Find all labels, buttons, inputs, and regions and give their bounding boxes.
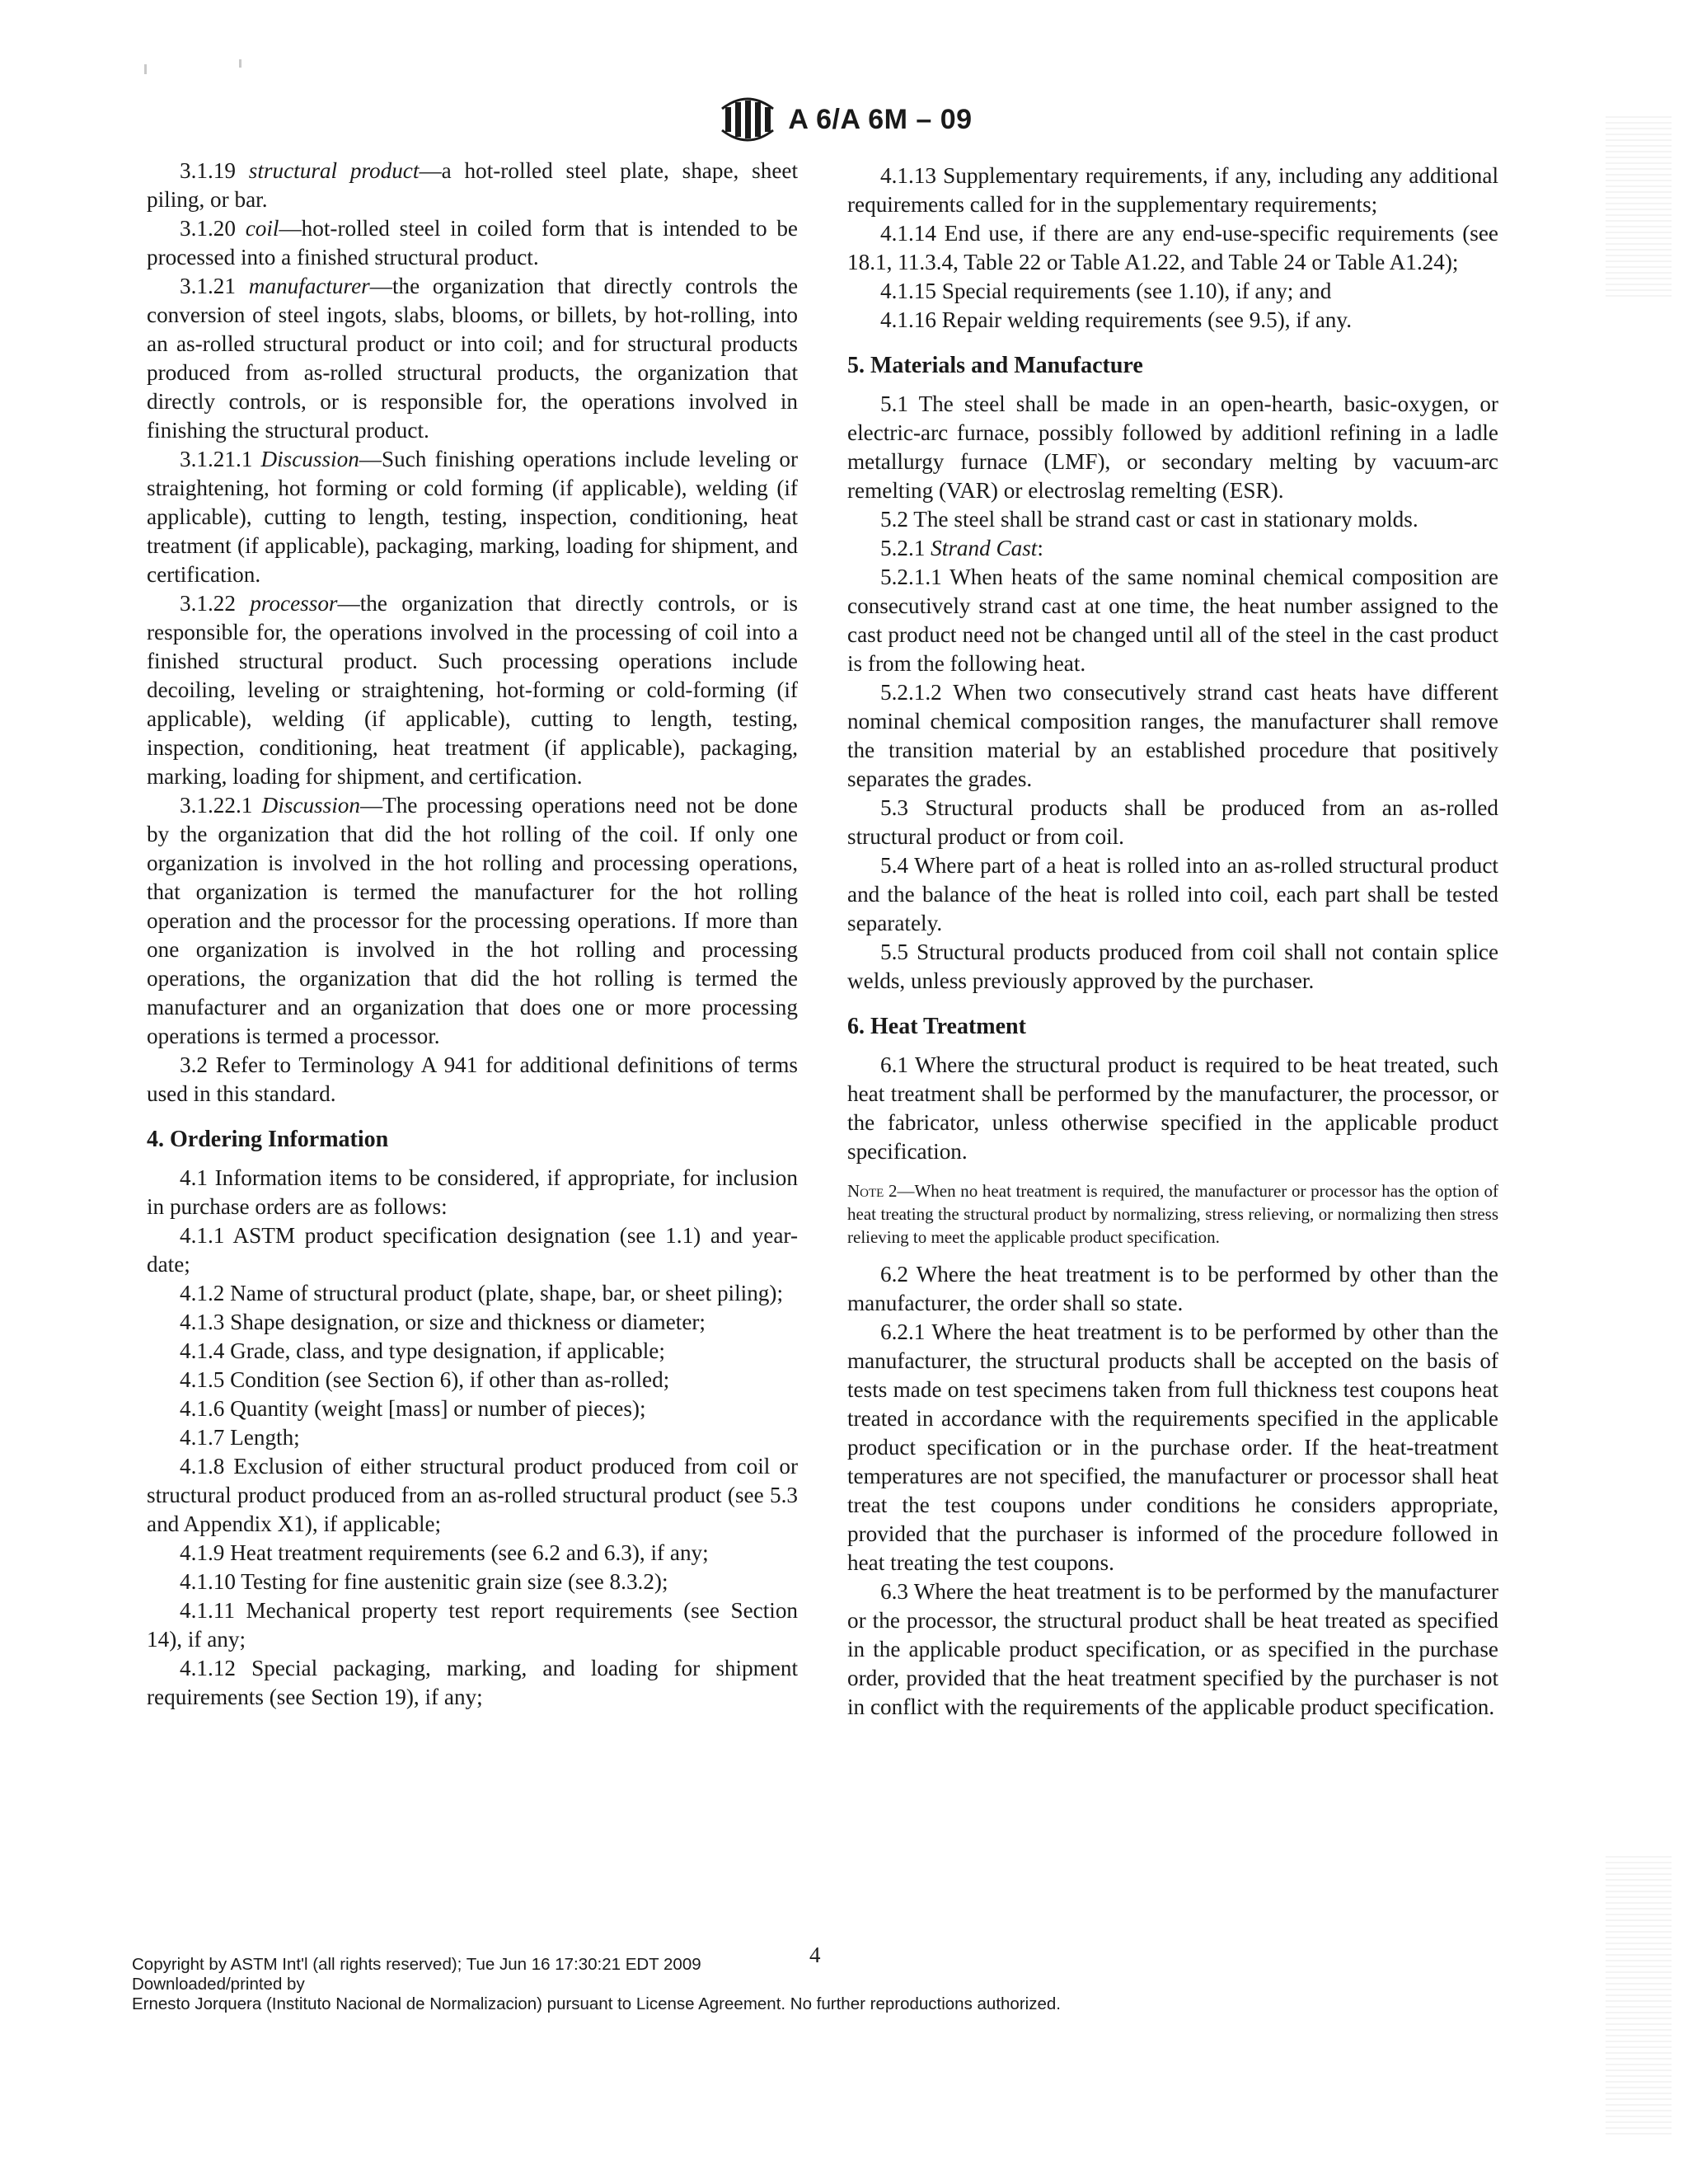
paragraph [147, 791, 798, 1051]
section-number: 4.1.15 [880, 279, 936, 303]
section-number: 4.1.11 [180, 1598, 235, 1623]
paragraph [847, 1051, 1498, 1166]
paragraph [147, 1654, 798, 1712]
section-number: 5.2.1.1 [880, 565, 942, 589]
paragraph [847, 219, 1498, 277]
paragraph [147, 214, 798, 272]
copyright-footer [132, 1955, 1368, 2014]
scan-edge-noise [1606, 1854, 1672, 2135]
paragraph-text: Special packaging, marking, and loading for shipment requirements (see Section 19), if any; [147, 1656, 799, 1709]
note [847, 1179, 1498, 1249]
page-header [0, 92, 1688, 147]
paragraph-text: The steel shall be made in an open-hearth, basic-oxygen, or electric-arc furnace, possibly followed by additionl refining in a ladle metallurgy furnace (LMF), or secondary melting by vacuum-arc remelting (VAR) or electroslag remelting (ESR). [847, 391, 1498, 503]
left-column [147, 157, 798, 1712]
paragraph-text: Information items to be considered, if appropriate, for inclusion in purchase orders are as follows: [147, 1165, 798, 1219]
page-number: 4 [809, 1943, 821, 1967]
paragraph [847, 678, 1498, 794]
paragraph-text: Heat treatment requirements (see 6.2 and 6.3), if any; [230, 1540, 709, 1565]
paragraph-text: —the organization that directly controls, or is responsible for, the operations involved in the processing of coil into a finished structural product. Such processing operations include decoiling, leveling or straightening, hot-forming or cold-forming (if applicable), welding (if applicable), cutting to length, testing, inspection, conditioning, heat treatment (if applicable), packaging, marking, loading for shipment, and certification. [147, 591, 798, 789]
defined-term: manufacturer [248, 274, 370, 298]
section-number: 6.2 [880, 1262, 908, 1286]
section-number: 4.1.8 [180, 1454, 225, 1479]
defined-term: processor [250, 591, 338, 616]
paragraph [147, 1279, 798, 1308]
note-label: Note 2 [847, 1181, 898, 1201]
defined-term: structural product [248, 158, 420, 183]
section-number: 5.2.1 [880, 536, 926, 560]
section-number: 3.1.21 [180, 274, 236, 298]
paragraph [147, 272, 798, 445]
paragraph [847, 851, 1498, 938]
section-number: 5.3 [880, 795, 908, 820]
paragraph-text: When heats of the same nominal chemical composition are consecutively strand cast at one time, the heat number assigned to the cast product need not be changed until all of the steel in the cast product is from the following heat. [847, 565, 1498, 676]
paragraph [847, 534, 1498, 563]
section-number: 5.5 [880, 940, 908, 964]
note-text: —When no heat treatment is required, the manufacturer or processor has the option of heat treating the structural product by normalizing, stress relieving, or normalizing then stress relieving to meet the applicable product specification. [847, 1181, 1498, 1247]
paragraph [147, 1221, 798, 1279]
paragraph-text: Quantity (weight [mass] or number of pieces); [230, 1396, 646, 1421]
paragraph-text: —Such finishing operations include leveling or straightening, hot forming or cold forming (if applicable), welding (if applicable), cutting to length, testing, inspection, conditioning, heat treatment (if applicable), packaging, marking, loading for shipment, and certification. [147, 447, 798, 587]
paragraph [147, 1366, 798, 1394]
paragraph [847, 563, 1498, 678]
paragraph-text: Where the structural product is required to be heat treated, such heat treatment shall be performed by the manufacturer, the processor, or the fabricator, unless otherwise specified in the applicable product specification. [847, 1052, 1498, 1164]
paragraph-text: —The processing operations need not be done by the organization that did the hot rolling of the coil. If only one organization is involved in the hot rolling and processing operations, that organization is termed the manufacturer for the hot rolling operation and the processor for the processing operations. If more than one organization is involved in the hot rolling and processing operations, the organization that did the hot rolling is termed the manufacturer and an organization that does one or more processing operations is termed a processor. [147, 793, 798, 1048]
paragraph-text: —a hot-rolled steel plate, shape, sheet piling, or bar. [147, 158, 799, 212]
paragraph-text: Exclusion of either structural product produced from coil or structural product produced from an as-rolled structural product (see 5.3 and Appendix X1), if applicable; [147, 1454, 798, 1536]
paragraph [147, 1539, 798, 1568]
footer-line-copyright: Copyright by ASTM Int'l (all rights reserved); Tue Jun 16 17:30:21 EDT 2009 [132, 1955, 701, 1974]
paragraph [147, 1423, 798, 1452]
paragraph [847, 938, 1498, 996]
section-number: 6.1 [880, 1052, 908, 1077]
paragraph [147, 1452, 798, 1539]
section-number: 3.1.22.1 [180, 793, 253, 818]
section-heading: 6. Heat Treatment [847, 1014, 1026, 1039]
section-number: 5.2.1.2 [880, 680, 942, 705]
section-number: 4.1.10 [180, 1569, 236, 1594]
paragraph-text: Where the heat treatment is to be performed by other than the manufacturer, the structural products shall be accepted on the basis of tests made on test specimens taken from full thickness test coupons heat treated in accordance with the requirements specified in the applicable product specification or in the purchase order. If the heat-treatment temperatures are not specified, the manufacturer or processor shall heat treat the test coupons under conditions he considers appropriate, provided that the purchaser is informed of the procedure followed in heat treating the test coupons. [847, 1319, 1498, 1575]
paragraph [847, 306, 1498, 335]
section-heading: 5. Materials and Manufacture [847, 353, 1143, 378]
section-number: 4.1 [180, 1165, 208, 1190]
footer-line-downloaded: Downloaded/printed by [132, 1975, 305, 1994]
section-number: 6.2.1 [880, 1319, 926, 1344]
footer-line-license: Ernesto Jorquera (Instituto Nacional de Normalizacion) pursuant to License Agreement. No further reproductions authorized. [132, 1994, 1061, 2013]
paragraph-text: When two consecutively strand cast heats have different nominal chemical composition ranges, the manufacturer shall remove the transition material by an established procedure that positively separates the grades. [847, 680, 1498, 791]
paragraph-text: : [1037, 536, 1043, 560]
paragraph-text: Structural products shall be produced from an as-rolled structural product or from coil. [847, 795, 1498, 849]
paragraph-text: Grade, class, and type designation, if applicable; [230, 1338, 665, 1363]
paragraph [847, 794, 1498, 851]
paragraph [847, 390, 1498, 505]
paragraph [147, 589, 798, 791]
section-number: 4.1.16 [880, 307, 936, 332]
paragraph-text: Repair welding requirements (see 9.5), if any. [941, 307, 1353, 332]
paragraph-text: Name of structural product (plate, shape, bar, or sheet piling); [230, 1281, 783, 1305]
paragraph [147, 445, 798, 589]
right-column [847, 162, 1498, 1722]
defined-term: Strand Cast [931, 536, 1038, 560]
section-number: 4.1.3 [180, 1310, 225, 1334]
paragraph-text: —the organization that directly controls the conversion of steel ingots, slabs, blooms, or billets, by hot-rolling, into an as-rolled structural product or into coil; and for structural products produced from as-rolled structural products, the organization that directly controls, or is responsible for, the operations involved in finishing the structural product. [147, 274, 799, 443]
paragraph-text: The steel shall be strand cast or cast in stationary molds. [913, 507, 1418, 532]
section-number: 3.2 [180, 1052, 208, 1077]
paragraph [847, 162, 1498, 219]
paragraph [147, 1308, 798, 1337]
section-number: 3.1.22 [180, 591, 236, 616]
scan-speck [239, 59, 241, 68]
paragraph-text: Structural products produced from coil shall not contain splice welds, unless previously approved by the purchaser. [847, 940, 1499, 993]
paragraph-text: Supplementary requirements, if any, including any additional requirements called for in the supplementary requirements; [847, 163, 1499, 217]
section-number: 4.1.14 [880, 221, 936, 246]
section-number: 4.1.6 [180, 1396, 225, 1421]
paragraph-text: Length; [230, 1425, 300, 1450]
paragraph [847, 1577, 1498, 1722]
paragraph [847, 505, 1498, 534]
paragraph [147, 1164, 798, 1221]
section-number: 4.1.4 [180, 1338, 225, 1363]
paragraph-text: Condition (see Section 6), if other than as-rolled; [230, 1367, 670, 1392]
paragraph [147, 1051, 798, 1108]
astm-logo-icon [715, 92, 780, 147]
paragraph [147, 1394, 798, 1423]
paragraph-text: End use, if there are any end-use-specific requirements (see 18.1, 11.3.4, Table 22 or Table A1.22, and Table 24 or Table A1.24); [847, 221, 1498, 274]
section-number: 5.4 [880, 853, 908, 878]
paragraph [147, 1596, 798, 1654]
paragraph-text: Refer to Terminology A 941 for additional definitions of terms used in this standard. [147, 1052, 799, 1106]
paragraph [847, 1318, 1498, 1577]
section-number: 3.1.20 [180, 216, 236, 241]
scan-speck [144, 64, 147, 74]
section-number: 4.1.1 [180, 1223, 225, 1248]
defined-term: Discussion [260, 447, 359, 471]
section-number: 4.1.2 [180, 1281, 225, 1305]
paragraph-text: Mechanical property test report requirements (see Section 14), if any; [147, 1598, 799, 1652]
section-number: 5.1 [880, 391, 908, 416]
section-number: 3.1.19 [180, 158, 236, 183]
section-number: 3.1.21.1 [180, 447, 253, 471]
paragraph-text: Where the heat treatment is to be performed by other than the manufacturer, the order shall so state. [847, 1262, 1498, 1315]
paragraph-text: Where the heat treatment is to be performed by the manufacturer or the processor, the structural product shall be heat treated as specified in the applicable product specification, or as specified in the purchase order, provided that the heat treatment specified by the purchaser is not in conflict with the requirements of the applicable product specification. [847, 1579, 1498, 1719]
section-heading: 4. Ordering Information [147, 1127, 389, 1152]
paragraph [147, 157, 798, 214]
section-number: 4.1.13 [880, 163, 936, 188]
scan-edge-noise [1606, 115, 1672, 297]
paragraph-text: —hot-rolled steel in coiled form that is intended to be processed into a finished structural product. [147, 216, 798, 269]
paragraph-text: Where part of a heat is rolled into an as-rolled structural product and the balance of the heat is rolled into coil, each part shall be tested separately. [847, 853, 1498, 935]
paragraph [847, 1260, 1498, 1318]
paragraph [147, 1337, 798, 1366]
paragraph-text: ASTM product specification designation (see 1.1) and year-date; [147, 1223, 798, 1277]
paragraph-text: Testing for fine austenitic grain size (see 8.3.2); [241, 1569, 668, 1594]
standard-designation: A 6/A 6M – 09 [788, 103, 973, 135]
section-number: 6.3 [880, 1579, 908, 1604]
defined-term: Discussion [261, 793, 360, 818]
paragraph [147, 1568, 798, 1596]
paragraph [847, 277, 1498, 306]
section-number: 4.1.12 [180, 1656, 236, 1680]
section-number: 4.1.7 [180, 1425, 225, 1450]
section-number: 5.2 [880, 507, 908, 532]
paragraph-text: Special requirements (see 1.10), if any; and [941, 279, 1332, 303]
section-number: 4.1.9 [180, 1540, 225, 1565]
section-number: 4.1.5 [180, 1367, 225, 1392]
defined-term: coil [245, 216, 279, 241]
paragraph-text: Shape designation, or size and thickness or diameter; [230, 1310, 706, 1334]
